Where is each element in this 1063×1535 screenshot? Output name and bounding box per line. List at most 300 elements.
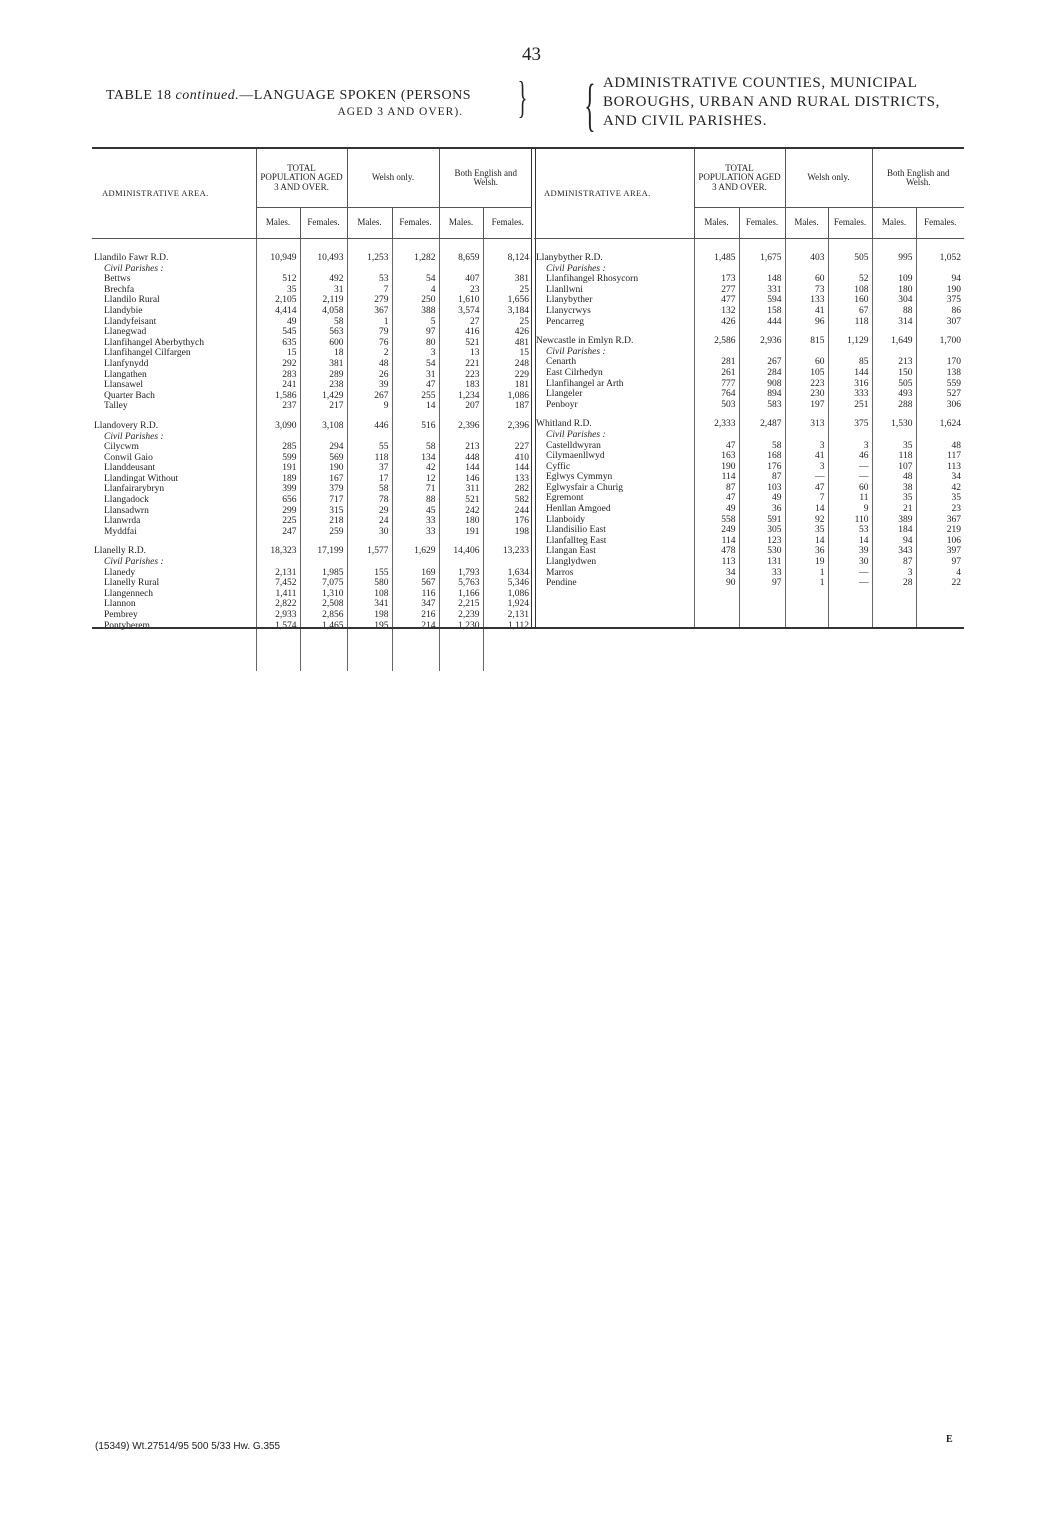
parish-row: [92, 578, 532, 589]
area-name: Llanfallteg East: [534, 536, 694, 547]
both-males-cell: 35: [872, 493, 916, 504]
parish-row: [534, 536, 964, 547]
welsh-only-males-cell: 1: [785, 578, 828, 589]
area-name: Llanelly R.D.: [92, 546, 256, 557]
welsh-only-males-cell: 14: [785, 536, 828, 547]
welsh-only-females-cell: 97: [392, 327, 439, 338]
spacer-cell: [256, 631, 300, 671]
both-males-cell: 311: [439, 484, 483, 495]
area-name: Whitland R.D.: [534, 419, 694, 430]
empty-cell: [694, 430, 739, 441]
both-females-cell: 144: [514, 463, 530, 474]
spacer-row: [92, 537, 532, 546]
total-females-cell: 284: [739, 368, 785, 379]
total-females-cell: 289: [300, 370, 347, 381]
both-females-cell: 1,086: [507, 588, 530, 599]
left-table-body: [92, 239, 532, 672]
welsh-only-females-cell: 60: [828, 483, 872, 494]
left-brace-icon: {: [584, 72, 596, 137]
parish-row: [92, 589, 532, 600]
parish-row: [534, 472, 964, 483]
total-females-cell: 2,856: [300, 610, 347, 621]
empty-cell: [483, 264, 532, 275]
spacer-cell: [785, 327, 828, 336]
welsh-only-females-cell: 144: [828, 368, 872, 379]
table-scope-line-1: ADMINISTRATIVE COUNTIES, MUNICIPAL: [603, 75, 918, 91]
total-females-cell: 7,075: [300, 578, 347, 589]
both-females-cell: 527: [946, 389, 962, 400]
total-males-cell: 599: [256, 453, 300, 464]
empty-cell: [739, 430, 785, 441]
area-name: Llansawel: [92, 380, 256, 391]
total-females-cell: 530: [739, 546, 785, 557]
spacer-cell: [739, 239, 785, 254]
parish-row: [534, 389, 964, 400]
both-females-cell: 1,700: [939, 336, 962, 347]
area-name: Cilymaenllwyd: [534, 451, 694, 462]
area-name: Llandybie: [92, 306, 256, 317]
total-females-cell: 294: [300, 442, 347, 453]
empty-cell: [916, 264, 964, 275]
total-males-cell: 47: [694, 441, 739, 452]
header-females: Females.: [828, 208, 872, 239]
both-males-cell: 314: [872, 317, 916, 328]
spacer-cell: [439, 412, 483, 421]
welsh-only-males-cell: 39: [347, 380, 392, 391]
total-females-cell: 379: [300, 484, 347, 495]
area-name: Cenarth: [534, 357, 694, 368]
parish-row: [534, 546, 964, 557]
both-females-cell: 375: [946, 295, 962, 306]
total-males-cell: 114: [694, 536, 739, 547]
parish-row: [92, 453, 532, 464]
area-name: Pembrey: [92, 610, 256, 621]
parish-row: [92, 327, 532, 338]
welsh-only-males-cell: 2: [347, 348, 392, 359]
spacer-cell: [739, 410, 785, 419]
welsh-only-females-cell: 54: [392, 274, 439, 285]
welsh-only-females-cell: 58: [392, 442, 439, 453]
total-males-cell: 1,485: [694, 253, 739, 264]
total-males-cell: 241: [256, 380, 300, 391]
both-females-cell: 559: [946, 378, 962, 389]
welsh-only-males-cell: 17: [347, 474, 392, 485]
total-males-cell: 503: [694, 400, 739, 411]
welsh-only-males-cell: 73: [785, 285, 828, 296]
area-name: Llanfihangel Rhosycorn: [534, 274, 694, 285]
both-females-cell: 86: [951, 305, 962, 316]
header-females: Females.: [916, 208, 964, 239]
both-males-cell: 2,215: [439, 599, 483, 610]
both-males-cell: 995: [872, 253, 916, 264]
area-name: Myddfai: [92, 527, 256, 538]
both-males-cell: 407: [439, 274, 483, 285]
total-males-cell: 163: [694, 451, 739, 462]
welsh-only-males-cell: 26: [347, 370, 392, 381]
parish-row: [534, 306, 964, 317]
civil-parishes-label-row: [92, 432, 532, 443]
welsh-only-females-cell: 33: [392, 516, 439, 527]
total-females-cell: 3,108: [300, 421, 347, 432]
district-row: [534, 419, 964, 430]
welsh-only-females-cell: 333: [828, 389, 872, 400]
total-females-cell: 305: [739, 525, 785, 536]
parish-row: [92, 295, 532, 306]
header-total: TOTAL POPULATION AGED 3 AND OVER.: [694, 149, 785, 208]
area-name: Eglwys Cymmyn: [534, 472, 694, 483]
spacer-cell: [300, 412, 347, 421]
right-table-half: [534, 149, 964, 627]
both-females-cell: 22: [951, 578, 962, 589]
welsh-only-females-cell: 1,129: [828, 336, 872, 347]
welsh-only-females-cell: 53: [828, 525, 872, 536]
total-females-cell: 4,058: [300, 306, 347, 317]
area-name: Llanybyther R.D.: [534, 253, 694, 264]
total-females-cell: 87: [739, 472, 785, 483]
total-males-cell: 114: [694, 472, 739, 483]
spacer-cell: [872, 327, 916, 336]
welsh-only-females-cell: 14: [392, 401, 439, 412]
civil-parishes-label-row: [92, 557, 532, 568]
welsh-only-males-cell: 3: [785, 462, 828, 473]
welsh-only-females-cell: 255: [392, 391, 439, 402]
empty-cell: [347, 432, 392, 443]
spacer-cell: [300, 239, 347, 254]
total-females-cell: 315: [300, 506, 347, 517]
welsh-only-females-cell: 251: [828, 400, 872, 411]
empty-cell: [916, 430, 964, 441]
parish-row: [534, 515, 964, 526]
header-area: ADMINISTRATIVE AREA.: [534, 149, 694, 239]
empty-cell: [872, 430, 916, 441]
total-males-cell: 132: [694, 306, 739, 317]
empty-cell: [785, 430, 828, 441]
total-males-cell: 2,105: [256, 295, 300, 306]
both-males-cell: 521: [439, 495, 483, 506]
area-name: Llangathen: [92, 370, 256, 381]
both-females-cell: 244: [514, 505, 530, 516]
welsh-only-females-cell: 47: [392, 380, 439, 391]
civil-parishes-label: Civil Parishes :: [92, 432, 256, 443]
spacer-cell: [916, 589, 964, 629]
parish-row: [92, 474, 532, 485]
both-females-cell: 181: [514, 380, 530, 391]
total-females-cell: 49: [739, 493, 785, 504]
total-males-cell: 247: [256, 527, 300, 538]
both-females-cell: 170: [946, 357, 962, 368]
area-name: Penboyr: [534, 400, 694, 411]
parish-row: [534, 400, 964, 411]
welsh-only-males-cell: 96: [785, 317, 828, 328]
spacer-cell: [483, 412, 532, 421]
spacer-cell: [785, 410, 828, 419]
total-females-cell: 2,508: [300, 599, 347, 610]
total-males-cell: 478: [694, 546, 739, 557]
both-males-cell: 21: [872, 504, 916, 515]
welsh-only-males-cell: 3: [785, 441, 828, 452]
parish-row: [534, 379, 964, 390]
area-name: Henllan Amgoed: [534, 504, 694, 515]
total-males-cell: 292: [256, 359, 300, 370]
welsh-only-males-cell: 55: [347, 442, 392, 453]
parish-row: [92, 484, 532, 495]
parish-row: [534, 274, 964, 285]
spacer-cell: [92, 537, 256, 546]
total-females-cell: 168: [739, 451, 785, 462]
total-females-cell: 58: [739, 441, 785, 452]
welsh-only-males-cell: 7: [347, 285, 392, 296]
both-males-cell: 213: [439, 442, 483, 453]
both-males-cell: 213: [872, 357, 916, 368]
both-males-cell: 3,574: [439, 306, 483, 317]
civil-parishes-label-row: [534, 347, 964, 358]
both-males-cell: 144: [439, 463, 483, 474]
both-males-cell: 207: [439, 401, 483, 412]
table-title-text: —LANGUAGE SPOKEN (PERSONS: [239, 88, 472, 103]
spacer-cell: [694, 410, 739, 419]
empty-cell: [439, 557, 483, 568]
welsh-only-males-cell: 7: [785, 493, 828, 504]
welsh-only-females-cell: 214: [392, 621, 439, 632]
both-males-cell: 28: [872, 578, 916, 589]
area-name: Llanybyther: [534, 295, 694, 306]
area-name: East Cilrhedyn: [534, 368, 694, 379]
total-females-cell: 894: [739, 389, 785, 400]
welsh-only-females-cell: 71: [392, 484, 439, 495]
header-welsh-only: Welsh only.: [347, 149, 439, 208]
header-males: Males.: [872, 208, 916, 239]
both-females-cell: 2,396: [507, 420, 530, 431]
area-name: Llansadwrn: [92, 506, 256, 517]
both-females-cell: 397: [946, 546, 962, 557]
both-females-cell: 306: [946, 399, 962, 410]
right-table: [534, 149, 964, 629]
both-males-cell: 48: [872, 472, 916, 483]
both-males-cell: 184: [872, 525, 916, 536]
empty-cell: [739, 264, 785, 275]
total-males-cell: 2,333: [694, 419, 739, 430]
area-name: Llandilo Rural: [92, 295, 256, 306]
both-males-cell: 1,234: [439, 391, 483, 402]
spacer-cell: [916, 239, 964, 254]
total-males-cell: 190: [694, 462, 739, 473]
area-name: Castelldwyran: [534, 441, 694, 452]
empty-cell: [347, 264, 392, 275]
welsh-only-males-cell: 1,577: [347, 546, 392, 557]
total-males-cell: 426: [694, 317, 739, 328]
empty-cell: [694, 347, 739, 358]
both-females-cell: 97: [951, 557, 962, 568]
empty-cell: [256, 557, 300, 568]
welsh-only-males-cell: 403: [785, 253, 828, 264]
civil-parishes-label: Civil Parishes :: [534, 264, 694, 275]
total-females-cell: 10,493: [300, 253, 347, 264]
total-females-cell: 36: [739, 504, 785, 515]
total-females-cell: 176: [739, 462, 785, 473]
both-males-cell: 343: [872, 546, 916, 557]
total-females-cell: 717: [300, 495, 347, 506]
both-males-cell: 146: [439, 474, 483, 485]
civil-parishes-label: Civil Parishes :: [534, 347, 694, 358]
parish-row: [92, 442, 532, 453]
both-females-cell: 176: [514, 516, 530, 527]
total-females-cell: 238: [300, 380, 347, 391]
welsh-only-females-cell: 52: [828, 274, 872, 285]
welsh-only-females-cell: 30: [828, 557, 872, 568]
total-males-cell: 47: [694, 493, 739, 504]
both-males-cell: 1,230: [439, 621, 483, 632]
total-females-cell: 591: [739, 515, 785, 526]
both-females-cell: 34: [951, 472, 962, 483]
total-females-cell: 1,675: [739, 253, 785, 264]
table-scope-line-2: BOROUGHS, URBAN AND RURAL DISTRICTS,: [603, 94, 940, 110]
empty-cell: [785, 347, 828, 358]
both-males-cell: 14,406: [439, 546, 483, 557]
both-males-cell: 88: [872, 306, 916, 317]
spacer-cell: [828, 410, 872, 419]
both-males-cell: 221: [439, 359, 483, 370]
welsh-only-males-cell: 36: [785, 546, 828, 557]
right-table-body: [534, 239, 964, 629]
both-females-cell: 4: [956, 567, 962, 578]
total-females-cell: 267: [739, 357, 785, 368]
total-females-cell: 17,199: [300, 546, 347, 557]
total-males-cell: 1,574: [256, 621, 300, 632]
both-females-cell: 227: [514, 442, 530, 453]
total-females-cell: 583: [739, 400, 785, 411]
empty-cell: [439, 432, 483, 443]
welsh-only-males-cell: 108: [347, 589, 392, 600]
area-name: Llangan East: [534, 546, 694, 557]
both-males-cell: 1,610: [439, 295, 483, 306]
welsh-only-males-cell: 78: [347, 495, 392, 506]
welsh-only-females-cell: 3: [828, 441, 872, 452]
both-females-cell: 187: [514, 401, 530, 412]
area-name: Llanboidy: [534, 515, 694, 526]
total-females-cell: 594: [739, 295, 785, 306]
area-name: Llanfairarybryn: [92, 484, 256, 495]
both-females-cell: 13,233: [502, 546, 530, 557]
parish-row: [534, 493, 964, 504]
welsh-only-males-cell: 313: [785, 419, 828, 430]
empty-cell: [694, 264, 739, 275]
header-both: Both English and Welsh.: [872, 149, 964, 208]
spacer-cell: [872, 589, 916, 629]
civil-parishes-label: Civil Parishes :: [92, 264, 256, 275]
empty-cell: [872, 347, 916, 358]
welsh-only-males-cell: 14: [785, 504, 828, 515]
filler-row: [92, 631, 532, 671]
parish-row: [92, 348, 532, 359]
spacer-cell: [392, 239, 439, 254]
total-males-cell: 90: [694, 578, 739, 589]
total-females-cell: 97: [739, 578, 785, 589]
both-females-cell: 8,124: [507, 253, 530, 263]
welsh-only-males-cell: 30: [347, 527, 392, 538]
welsh-only-females-cell: 388: [392, 306, 439, 317]
spacer-cell: [694, 589, 739, 629]
parish-row: [92, 274, 532, 285]
both-males-cell: 2,239: [439, 610, 483, 621]
welsh-only-females-cell: 1,629: [392, 546, 439, 557]
area-name: Llanycrwys: [534, 306, 694, 317]
total-females-cell: 1,985: [300, 568, 347, 579]
both-females-cell: 367: [946, 514, 962, 525]
parish-row: [92, 317, 532, 328]
total-females-cell: 218: [300, 516, 347, 527]
both-females-cell: 94: [951, 274, 962, 285]
district-row: [534, 336, 964, 347]
empty-cell: [828, 430, 872, 441]
parish-row: [92, 380, 532, 391]
area-name: Marros: [534, 568, 694, 579]
parish-row: [534, 483, 964, 494]
welsh-only-females-cell: 46: [828, 451, 872, 462]
welsh-only-males-cell: 1,253: [347, 253, 392, 264]
total-females-cell: 908: [739, 379, 785, 390]
area-name: Llanfihangel Aberbythych: [92, 338, 256, 349]
total-females-cell: 1,465: [300, 621, 347, 632]
total-females-cell: 31: [300, 285, 347, 296]
both-males-cell: 107: [872, 462, 916, 473]
area-name: Pencarreg: [534, 317, 694, 328]
total-males-cell: 191: [256, 463, 300, 474]
area-name: Llanwrda: [92, 516, 256, 527]
welsh-only-males-cell: 223: [785, 379, 828, 390]
parish-row: [534, 578, 964, 589]
spacer-cell: [916, 410, 964, 419]
spacer-cell: [392, 631, 439, 671]
welsh-only-males-cell: 35: [785, 525, 828, 536]
spacer-cell: [256, 412, 300, 421]
welsh-only-males-cell: 341: [347, 599, 392, 610]
welsh-only-females-cell: 516: [392, 421, 439, 432]
welsh-only-males-cell: 41: [785, 306, 828, 317]
spacer-cell: [300, 537, 347, 546]
spacer-row: [534, 410, 964, 419]
total-males-cell: 512: [256, 274, 300, 285]
header-total: TOTAL POPULATION AGED 3 AND OVER.: [256, 149, 347, 208]
area-name: Conwil Gaio: [92, 453, 256, 464]
district-row: [534, 253, 964, 264]
parish-row: [92, 610, 532, 621]
parish-row: [534, 357, 964, 368]
both-females-cell: 106: [946, 535, 962, 546]
welsh-only-females-cell: 216: [392, 610, 439, 621]
both-males-cell: 1,793: [439, 568, 483, 579]
area-name: Llanelly Rural: [92, 578, 256, 589]
spacer-cell: [534, 327, 694, 336]
both-males-cell: 180: [439, 516, 483, 527]
both-males-cell: 180: [872, 285, 916, 296]
area-name: Newcastle in Emlyn R.D.: [534, 336, 694, 347]
spacer-cell: [347, 239, 392, 254]
both-females-cell: 582: [514, 495, 530, 506]
both-females-cell: 1,112: [507, 620, 530, 631]
welsh-only-males-cell: 1: [785, 568, 828, 579]
welsh-only-males-cell: 155: [347, 568, 392, 579]
both-females-cell: 1,924: [507, 599, 530, 610]
both-females-cell: 48: [951, 440, 962, 451]
both-females-cell: 42: [951, 482, 962, 493]
welsh-only-females-cell: 3: [392, 348, 439, 359]
parish-row: [534, 451, 964, 462]
total-males-cell: 2,586: [694, 336, 739, 347]
welsh-only-females-cell: 11: [828, 493, 872, 504]
both-males-cell: 521: [439, 338, 483, 349]
welsh-only-males-cell: 60: [785, 274, 828, 285]
empty-cell: [300, 264, 347, 275]
